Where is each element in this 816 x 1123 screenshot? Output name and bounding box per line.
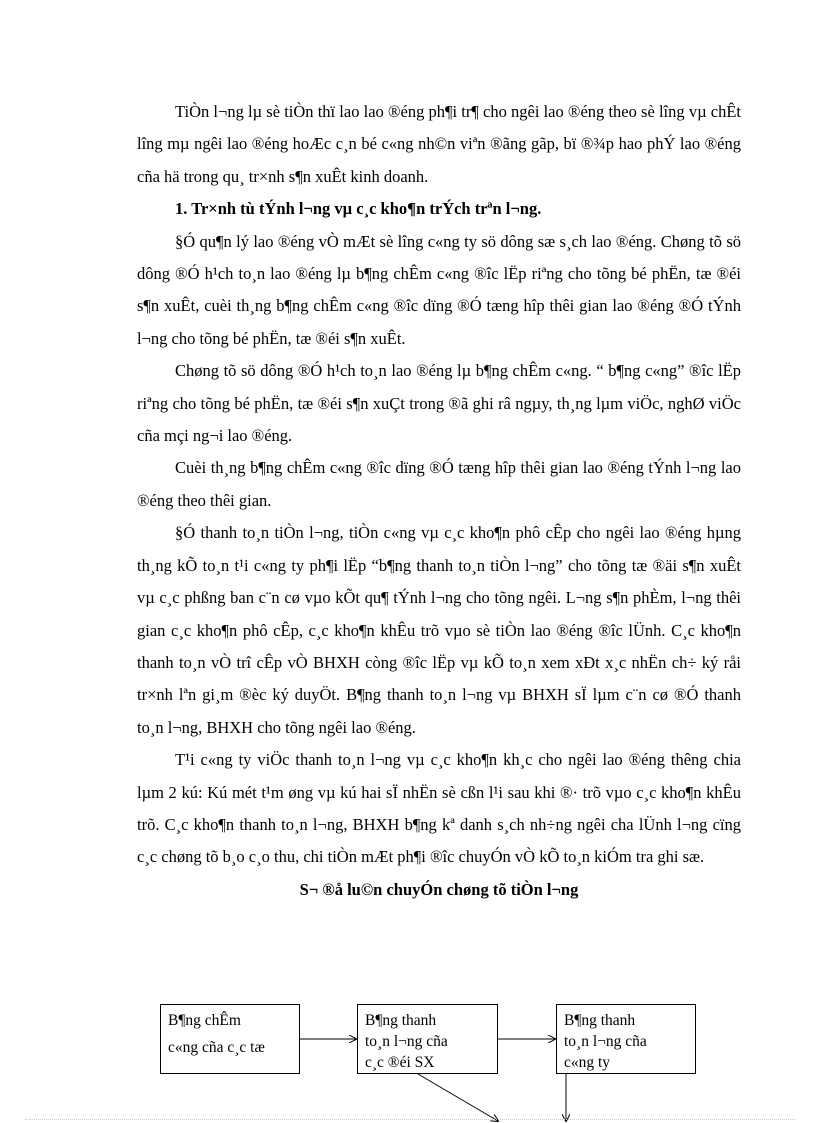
paragraph-intro: TiÒn l¬ng lµ sè tiÒn thï lao lao ®éng ph¶i tr¶ cho ngêi lao ®éng theo sè lîng vµ chÊt lîng mµ ngêi lao ®éng hoÆc c¸n bé c«ng nh©n viªn ®ãng gãp, bï ®¾p hao phÝ lao ®éng cña hä trong qu¸ tr×nh s¶n xuÊt kinh doanh. <box>137 102 741 186</box>
box-line: c«ng cña c¸c tæ <box>168 1039 265 1056</box>
paragraph-timesheet: Chøng tõ sö dông ®Ó h¹ch to¸n lao ®éng lµ b¶ng chÊm c«ng. “ b¶ng c«ng” ®îc lËp riªng cho tõng bé phËn, tæ ®éi s¶n xuÇt trong ®ã ghi râ ngµy, th¸ng lµm viÖc, nghØ viÖc cña mçi ng¬i lao ®éng. <box>137 361 741 446</box>
paragraph-labor-management: §Ó qu¶n lý lao ®éng vÒ mÆt sè lîng c«ng ty sö dông sæ s¸ch lao ®éng. Chøng tõ sö dông ®Ó h¹ch to¸n lao ®éng lµ b¶ng chÊm c«ng ®îc lËp riªng cho tõng bé phËn, tæ ®éi s¶n xuÊt, cuèi th¸ng b¶ng chÊm c«ng ®îc dïng ®Ó tæng hîp thêi gian lao ®éng ®Ó tÝnh l¬ng cho tõng bé phËn, tæ ®éi s¶n xuÊt. <box>137 231 741 348</box>
box-line: B¶ng thanh <box>365 1012 437 1029</box>
paragraph-month-end: Cuèi th¸ng b¶ng chÊm c«ng ®îc dïng ®Ó tæng hîp thêi gian lao ®éng tÝnh l¬ng lao ®éng theo thêi gian. <box>137 458 741 510</box>
box-line: to¸n l¬ng cña <box>564 1033 647 1050</box>
paragraph-payment-periods: T¹i c«ng ty viÖc thanh to¸n l¬ng vµ c¸c kho¶n kh¸c cho ngêi lao ®éng thêng chia lµm 2 kú: Kú mét t¹m øng vµ kú hai sÏ nhËn sè cßn l¹i sau khi ®· trõ vµo c¸c kho¶n khÊu trõ. C¸c kho¶n thanh to¸n l¬ng, BHXH b¶ng kª danh s¸ch nh÷ng ngêi cha lÜnh l¬ng cïng c¸c chøng tõ b¸o c¸o thu, chi tiÒn mÆt ph¶i ®îc chuyÓn vÒ kÕ to¸n kiÓm tra ghi sæ. <box>137 750 741 867</box>
section-heading: 1. Tr×nh tù tÝnh l¬ng vµ c¸c kho¶n trÝch trªn l¬ng. <box>175 199 542 219</box>
box-line: c¸c ®éi SX <box>365 1054 435 1071</box>
box-line: to¸n l¬ng cña <box>365 1033 448 1050</box>
page-bottom-border <box>25 1119 795 1120</box>
box-line: B¶ng thanh <box>564 1012 636 1029</box>
box-line: B¶ng chÊm <box>168 1012 241 1029</box>
box-line: c«ng ty <box>564 1054 611 1071</box>
arrow-box2-down <box>418 1074 498 1121</box>
paragraph-payroll: §Ó thanh to¸n tiÒn l¬ng, tiÒn c«ng vµ c¸c kho¶n phô cÊp cho ngêi lao ®éng hµng th¸ng kÕ to¸n t¹i c«ng ty ph¶i lËp “b¶ng thanh to¸n tiÒn l¬ng” cho tõng tæ ®äi s¶n xuÊt vµ c¸c phßng ban c¨n cø vµo kÕt qu¶ tÝnh l¬ng cho tõng ngêi. L¬ng s¶n phÈm, l¬ng thêi gian c¸c kho¶n phô cÊp, c¸c kho¶n khÊu trõ vµo sè tiÒn lao ®éng ®îc lÜnh. C¸c kho¶n thanh to¸n vÒ trî cÊp vÒ BHXH còng ®îc lËp vµ kÕ to¸n xem xÐt x¸c nhËn ch÷ ký råi tr×nh lªn gi¸m ®èc ký duyÖt. B¶ng thanh to¸n l¬ng vµ BHXH sÏ lµm c¨n cø ®Ó thanh to¸n l¬ng, BHXH cho tõng ngêi lao ®éng. <box>137 523 741 737</box>
diagram-title: S¬ ®å lu©n chuyÓn chøng tõ tiÒn l¬ng <box>299 879 579 899</box>
